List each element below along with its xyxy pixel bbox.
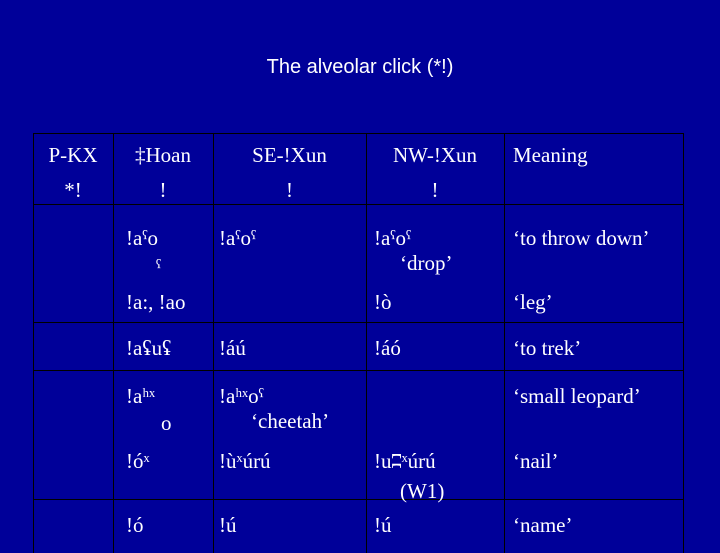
cell-se-xun: !ú xyxy=(219,513,237,537)
cognate-table xyxy=(33,133,684,553)
cell-hoan: !óˣ xyxy=(126,449,150,473)
cell-nw-note: (W1) xyxy=(400,479,445,503)
cell-hoan: !aʢuʢ xyxy=(126,336,172,360)
cell-meaning: ‘to throw down’ xyxy=(513,226,650,250)
cell-nw-xun: !aˁoˁ xyxy=(374,226,412,250)
subheader-pkx: *! xyxy=(64,178,82,202)
row-divider xyxy=(33,204,684,205)
row-divider xyxy=(33,499,684,500)
cell-se-xun: !aˁoˁ xyxy=(219,226,257,250)
subheader-hoan: ! xyxy=(159,178,167,202)
cell-meaning: ‘name’ xyxy=(513,513,573,537)
cell-nw-gloss: ‘drop’ xyxy=(400,251,453,275)
col-divider xyxy=(683,133,684,553)
cell-nw-xun: !ú xyxy=(374,513,392,537)
cell-meaning: ‘to trek’ xyxy=(513,336,582,360)
slide-title: The alveolar click (*!) xyxy=(266,56,454,78)
row-divider xyxy=(33,322,684,323)
cell-hoan-cont: o xyxy=(161,411,172,435)
header-meaning: Meaning xyxy=(513,143,588,167)
row-divider xyxy=(33,370,684,371)
cell-nw-xun: !ò xyxy=(374,290,392,314)
cell-hoan-cont: ˁ xyxy=(156,255,162,279)
cell-meaning: ‘small leopard’ xyxy=(513,384,641,408)
row-divider xyxy=(33,133,684,134)
subheader-nw-xun: ! xyxy=(431,178,439,202)
cell-se-gloss: ‘cheetah’ xyxy=(251,409,330,433)
header-nw-xun: NW-!Xun xyxy=(393,143,477,167)
cell-se-xun: !aʰˣoˁ xyxy=(219,384,264,408)
header-pkx: P-KX xyxy=(48,143,98,167)
col-divider xyxy=(504,133,505,553)
cell-meaning: ‘nail’ xyxy=(513,449,559,473)
cell-hoan: !ó xyxy=(126,513,144,537)
cell-meaning: ‘leg’ xyxy=(513,290,553,314)
header-hoan: ‡Hoan xyxy=(135,143,191,167)
cell-nw-xun: !áó xyxy=(374,336,401,360)
cell-nw-xun: !uʭˣúrú xyxy=(374,449,436,473)
subheader-se-xun: ! xyxy=(286,178,293,202)
cell-hoan: !a:, !ao xyxy=(126,290,186,314)
cell-se-xun: !áú xyxy=(219,336,246,360)
cell-hoan: !aˁo xyxy=(126,226,159,250)
header-se-xun: SE-!Xun xyxy=(252,143,327,167)
cell-se-xun: !ùˣúrú xyxy=(219,449,271,473)
cell-hoan: !aʰˣ xyxy=(126,384,156,408)
